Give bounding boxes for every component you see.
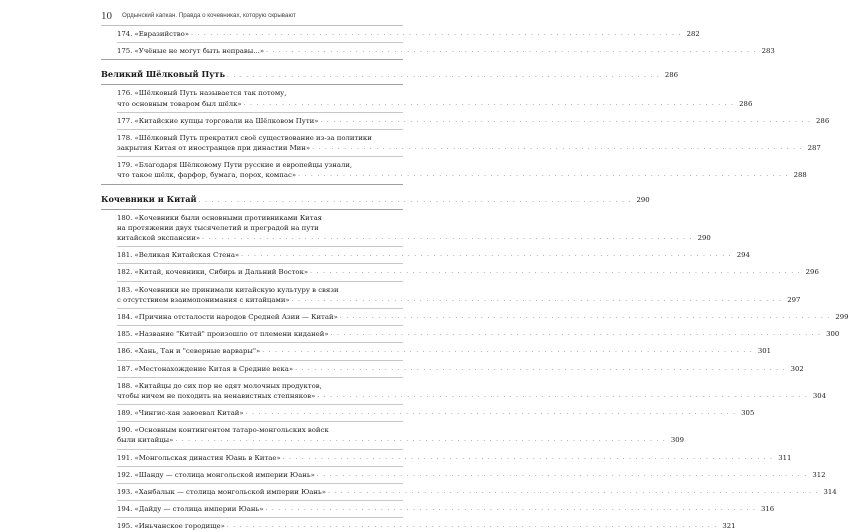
entry-divider: [117, 483, 403, 484]
toc-entry[interactable]: [101, 504, 775, 514]
toc-entry[interactable]: [101, 425, 685, 445]
entry-title: 191. «Монгольская династия Юань в Китае»: [117, 453, 281, 462]
section-title: Кочевники и Китай: [101, 193, 197, 204]
page-ref: 296: [805, 268, 819, 277]
toc-entry[interactable]: [101, 470, 826, 480]
entry-title: 179. «Благодаря Шёлковому Пути русские и европейцы узнали,: [117, 161, 353, 170]
toc-entry[interactable]: [101, 381, 827, 401]
entry-divider: [117, 325, 403, 326]
entry-title: что такое шёлк, фарфор, бумага, порох, компас»: [117, 171, 297, 180]
entry-title: 177. «Китайские купцы торговали на Шёлковом Пути»: [117, 116, 319, 125]
page-ref: 314: [823, 488, 837, 497]
entry-title: 187. «Местонахождение Китая в Средние века»: [117, 364, 294, 373]
toc-entry[interactable]: [101, 160, 807, 180]
entry-line: [117, 160, 403, 170]
toc-entry[interactable]: [101, 346, 771, 356]
entry-title: китайской экспансии»: [117, 234, 201, 243]
entry-title: 192. «Шанду — столица монгольской империи Юань»: [117, 470, 315, 479]
dot-leader: [246, 408, 737, 418]
entry-line: [117, 99, 753, 109]
page-ref: 301: [757, 347, 771, 356]
toc-entry[interactable]: [101, 285, 801, 305]
page-ref: 312: [812, 470, 826, 479]
dot-leader: [241, 250, 732, 260]
dot-leader: [292, 295, 783, 305]
entry-title: 195. «Иньчанское городище»: [117, 522, 225, 531]
page-ref: 283: [761, 47, 775, 56]
entry-divider: [117, 308, 403, 309]
running-title: Ордынский капкан. Правда о кочевниках, которую скрывают: [122, 12, 296, 19]
toc-entry[interactable]: [101, 364, 804, 374]
dot-leader: [320, 116, 811, 126]
page-ref: 286: [816, 116, 830, 125]
toc-entry[interactable]: [101, 312, 849, 322]
page-ref: 297: [787, 295, 801, 304]
entry-title: 175. «Учёные не могут быть неправы...»: [117, 47, 265, 56]
page-ref: 300: [826, 330, 840, 339]
page-ref: 299: [835, 312, 849, 321]
table-of-contents: [101, 29, 849, 532]
entry-title: 188. «Китайцы до сих пор не едят молочных продуктов,: [117, 381, 322, 390]
dot-leader: [328, 487, 819, 497]
entry-title: 178. «Шёлковый Путь прекратил своё существование из-за политики: [117, 133, 372, 142]
entry-line: [117, 381, 403, 391]
entry-title: 183. «Кочевники не принимали китайскую культуру в связи: [117, 285, 339, 294]
page-ref: 288: [793, 171, 807, 180]
entry-title: 182. «Китай, кочевники, Сибирь и Дальний Восток»: [117, 268, 309, 277]
entry-title: 180. «Кочевники были основными противниками Китая: [117, 213, 323, 222]
entry-divider: [117, 421, 403, 422]
entry-divider: [117, 281, 403, 282]
entry-line: [117, 391, 827, 401]
entry-title: закрытия Китая от иностранцев при династии Мин»: [117, 144, 311, 153]
dot-leader: [331, 329, 822, 339]
entry-divider: [117, 449, 403, 450]
page-ref: 286: [739, 99, 753, 108]
toc-entry[interactable]: [101, 250, 750, 260]
page-ref: 286: [664, 71, 679, 80]
dot-leader: [340, 312, 831, 322]
toc-entry[interactable]: [101, 116, 830, 126]
toc-entry[interactable]: [101, 213, 711, 244]
entry-divider: [117, 129, 403, 130]
entry-title: 185. «Название "Китай" произошло от племени киданей»: [117, 330, 329, 339]
entry-divider: [117, 517, 403, 518]
dot-leader: [202, 233, 693, 243]
page-ref: 282: [686, 29, 700, 38]
entry-divider: [117, 112, 403, 113]
entry-divider: [117, 466, 403, 467]
dot-leader: [175, 435, 666, 445]
dot-leader: [244, 99, 735, 109]
dot-leader: [199, 197, 632, 204]
dot-leader: [317, 470, 808, 480]
dot-leader: [295, 364, 786, 374]
entry-divider: [117, 404, 403, 405]
dot-leader: [262, 346, 753, 356]
toc-section-heading[interactable]: [101, 65, 679, 80]
entry-title: 193. «Ханбалык — столица монгольской империи Юань»: [117, 488, 326, 497]
section-divider: [101, 59, 403, 60]
page-ref: 287: [807, 144, 821, 153]
entry-title: 174. «Евразийство»: [117, 29, 190, 38]
entry-divider: [117, 377, 403, 378]
entry-line: [117, 213, 403, 223]
entry-divider: [117, 500, 403, 501]
dot-leader: [310, 267, 801, 277]
dot-leader: [312, 143, 803, 153]
dot-leader: [191, 29, 682, 39]
entry-title: с отсутствием взаимопонимания с китайцами»: [117, 295, 290, 304]
entry-line: [117, 295, 801, 305]
dot-leader: [266, 46, 757, 56]
entry-title: 186. «Хань, Тан и "северные варвары"»: [117, 347, 261, 356]
entry-divider: [117, 246, 403, 247]
page-ref: 309: [670, 436, 685, 445]
dot-leader: [317, 391, 808, 401]
page-ref: 311: [778, 453, 792, 462]
toc-entry[interactable]: [101, 487, 837, 497]
dot-leader: [283, 453, 774, 463]
entry-divider: [117, 42, 403, 43]
entry-line: [117, 223, 403, 233]
entry-line: [117, 171, 807, 181]
page-ref: 294: [736, 251, 750, 260]
dot-leader: [298, 170, 789, 180]
toc-section-heading[interactable]: [101, 190, 650, 204]
page-ref: 305: [741, 409, 755, 418]
entry-title: 190. «Основным контингентом татаро-монгольских войск: [117, 426, 329, 435]
page-ref: 304: [812, 391, 827, 400]
entry-title: на протяжении двух тысячелетий и преградой на пути: [117, 223, 319, 232]
page-ref: 302: [790, 364, 804, 373]
entry-line: [117, 425, 403, 435]
toc-entry[interactable]: [101, 453, 792, 463]
entry-line: [117, 88, 403, 98]
entry-divider: [117, 263, 403, 264]
dot-leader: [265, 504, 756, 514]
dot-leader: [227, 521, 718, 531]
toc-entry[interactable]: [101, 521, 736, 531]
entry-divider: [117, 360, 403, 361]
entry-title: 194. «Дайду — столица империи Юань»: [117, 505, 264, 514]
page-header: [101, 6, 403, 26]
toc-entry[interactable]: [101, 133, 821, 153]
entry-title: что основным товаром был шёлк»: [117, 99, 242, 108]
toc-entry[interactable]: [101, 408, 755, 418]
entry-line: [117, 285, 403, 295]
entry-line: [117, 133, 403, 143]
page-ref: 290: [697, 234, 711, 243]
page-number: 10: [101, 9, 112, 22]
page-ref: 290: [636, 195, 650, 204]
entry-line: [117, 233, 711, 243]
entry-title: 181. «Великая Китайская Стена»: [117, 251, 240, 260]
entry-title: 189. «Чингис-хан завоевал Китай»: [117, 409, 244, 418]
entry-line: [117, 143, 821, 153]
toc-entry[interactable]: [101, 46, 775, 56]
dot-leader: [227, 72, 660, 79]
section-divider: [101, 184, 403, 185]
page-ref: 316: [761, 505, 775, 514]
entry-line: [117, 436, 685, 446]
entry-title: чтобы ничем не походить на ненавистных степняков»: [117, 391, 316, 400]
entry-divider: [117, 156, 403, 157]
entry-title: были китайцы»: [117, 436, 174, 445]
entry-divider: [117, 342, 403, 343]
entry-title: 184. «Причина отсталости народов Средней Азии — Китай»: [117, 312, 338, 321]
toc-entry[interactable]: [101, 267, 819, 277]
toc-entry[interactable]: [101, 88, 753, 108]
toc-entry[interactable]: [101, 29, 700, 39]
toc-entry[interactable]: [101, 329, 840, 339]
section-title: Великий Шёлковый Путь: [101, 69, 226, 80]
page-ref: 321: [722, 522, 736, 531]
entry-title: 176. «Шёлковый Путь называется так потому,: [117, 89, 287, 98]
